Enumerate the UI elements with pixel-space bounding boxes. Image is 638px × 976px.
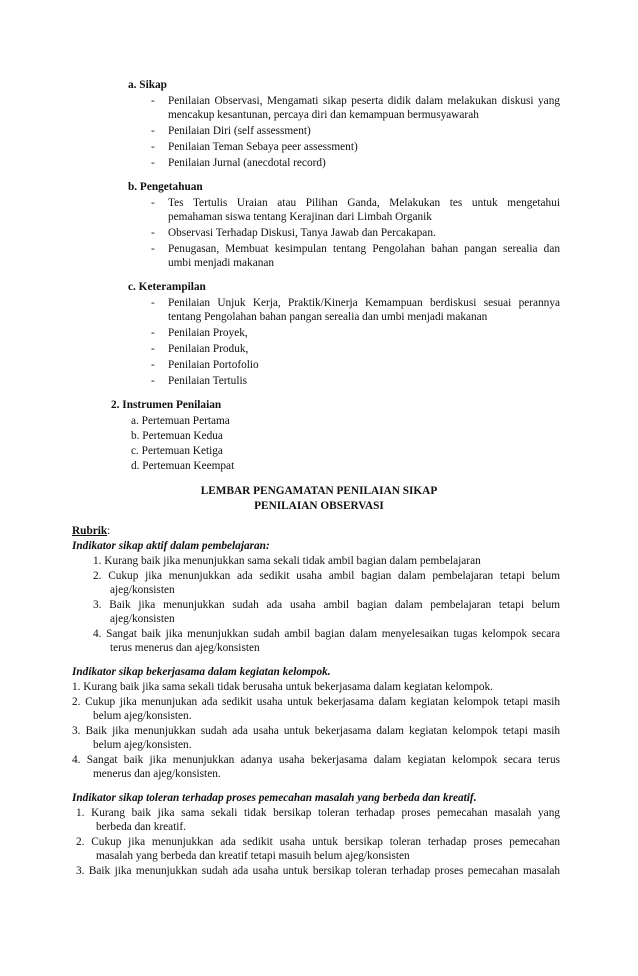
indicator-2-item: 4. Sangat baik jika menunjukkan adanya usaha bekerjasama dalam kegiatan kelompok secara terus <box>72 754 560 766</box>
section-b-title: b. Pengetahuan <box>128 181 203 193</box>
section-c-item-2: Penilaian Proyek, <box>168 327 248 339</box>
indicator-1-item: 4. Sangat baik jika menunjukkan sudah ambil bagian dalam menyelesaikan tugas kelompok secara <box>93 628 560 640</box>
bullet-dash: - <box>151 227 155 239</box>
section-c-title: c. Keterampilan <box>128 281 206 293</box>
rubrik-text: Rubrik <box>72 525 108 537</box>
section-a-item-3: Penilaian Teman Sebaya peer assessment) <box>168 141 358 153</box>
meeting-item: c. Pertemuan Ketiga <box>131 445 223 457</box>
bullet-dash: - <box>151 243 155 255</box>
indicator-2-item: 3. Baik jika menunjukkan sudah ada usaha untuk bekerjasama dalam kegiatan kelompok tetapi masih <box>72 725 560 737</box>
indicator-3-title: Indikator sikap toleran terhadap proses pemecahan masalah yang berbeda dan kreatif. <box>72 792 477 804</box>
rubrik-label: Rubrik: <box>72 525 111 537</box>
meeting-item: b. Pertemuan Kedua <box>131 430 223 442</box>
section-c-item-1-cont: tentang Pengolahan bahan pangan serealia dan umbi menjadi makanan <box>168 311 488 323</box>
bullet-dash: - <box>151 375 155 387</box>
indicator-3-item-cont: berbeda dan kreatif. <box>96 821 187 833</box>
indicator-2-item-cont: menerus dan ajeg/konsisten. <box>93 768 221 780</box>
indicator-2-title: Indikator sikap bekerjasama dalam kegiatan kelompok. <box>72 666 331 678</box>
section-c-item-3: Penilaian Produk, <box>168 343 249 355</box>
section-b-item-3: Penugasan, Membuat kesimpulan tentang Pengolahan bahan pangan serealia dan <box>168 243 560 255</box>
bullet-dash: - <box>151 141 155 153</box>
section-a-item-1-cont: mencakup kesantunan, percaya diri dan kemampuan bermusyawarah <box>168 109 479 121</box>
indicator-1-title: Indikator sikap aktif dalam pembelajaran: <box>72 540 270 552</box>
bullet-dash: - <box>151 157 155 169</box>
section-b-item-3-cont: umbi menjadi makanan <box>168 257 275 269</box>
sheet-heading: LEMBAR PENGAMATAN PENILAIAN SIKAP <box>200 485 438 497</box>
section-c-item-1: Penilaian Unjuk Kerja, Praktik/Kinerja Kemampuan berdiskusi sesuai perannya <box>168 297 560 309</box>
section-a-item-1: Penilaian Observasi, Mengamati sikap peserta didik dalam melakukan diskusi yang <box>168 95 560 107</box>
indicator-3-item: 1. Kurang baik jika sama sekali tidak bersikap toleran terhadap proses pemecahan masalah yang <box>76 807 560 819</box>
indicator-1-item: 3. Baik jika menunjukkan sudah ada usaha ambil bagian dalam pembelajaran tetapi belum <box>93 599 560 611</box>
indicator-2-item-cont: belum ajeg/konsisten. <box>93 710 192 722</box>
section-c-item-5: Penilaian Tertulis <box>168 375 248 387</box>
section-a-title: a. Sikap <box>128 79 167 91</box>
meeting-item: d. Pertemuan Keempat <box>131 460 235 472</box>
sheet-subheading: PENILAIAN OBSERVASI <box>254 500 384 512</box>
indicator-1-item-cont: ajeg/konsisten <box>110 584 175 596</box>
indicator-2-item-cont: belum ajeg/konsisten. <box>93 739 192 751</box>
bullet-dash: - <box>151 343 155 355</box>
indicator-2-item: 2. Cukup jika menunjukan ada sedikit usaha untuk bekerjasama dalam kegiatan kelompok tetapi masih <box>72 696 560 708</box>
section-c-item-4: Penilaian Portofolio <box>168 359 259 371</box>
indicator-1-item-cont: ajeg/konsisten <box>110 613 175 625</box>
section-a-item-4: Penilaian Jurnal (anecdotal record) <box>168 157 326 169</box>
indicator-1-item: 2. Cukup jika menunjukkan ada sedikit usaha ambil bagian dalam pembelajaran tetapi belum <box>93 570 560 582</box>
bullet-dash: - <box>151 359 155 371</box>
indicator-1-item-cont: terus menerus dan ajeg/konsisten <box>110 642 260 654</box>
bullet-dash: - <box>151 125 155 137</box>
section-b-item-1: Tes Tertulis Uraian atau Pilihan Ganda, Melakukan tes untuk mengetahui <box>168 197 560 209</box>
indicator-3-item: 3. Baik jika menunjukkan sudah ada usaha untuk bersikap toleran terhadap proses pemecahan masalah <box>76 865 560 877</box>
instrument-title: 2. Instrumen Penilaian <box>111 399 222 411</box>
bullet-dash: - <box>151 95 155 107</box>
bullet-dash: - <box>151 197 155 209</box>
indicator-3-item: 2. Cukup jika menunjukkan ada sedikit usaha untuk bersikap toleran terhadap proses pemecahan <box>76 836 560 848</box>
meeting-item: a. Pertemuan Pertama <box>131 415 230 427</box>
section-b-item-1-cont: pemahaman siswa tentang Kerajinan dari Limbah Organik <box>168 211 432 223</box>
bullet-dash: - <box>151 327 155 339</box>
section-a-item-2: Penilaian Diri (self assessment) <box>168 125 311 137</box>
bullet-dash: - <box>151 297 155 309</box>
section-b-item-2: Observasi Terhadap Diskusi, Tanya Jawab dan Percakapan. <box>168 227 436 239</box>
indicator-3-item-cont: masalah yang berbeda dan kreatif tetapi masuih belum ajeg/konsisten <box>96 850 410 862</box>
indicator-2-item: 1. Kurang baik jika sama sekali tidak berusaha untuk bekerjasama dalam kegiatan kelompok. <box>72 681 493 693</box>
indicator-1-item: 1. Kurang baik jika menunjukkan sama sekali tidak ambil bagian dalam pembelajaran <box>93 555 481 567</box>
